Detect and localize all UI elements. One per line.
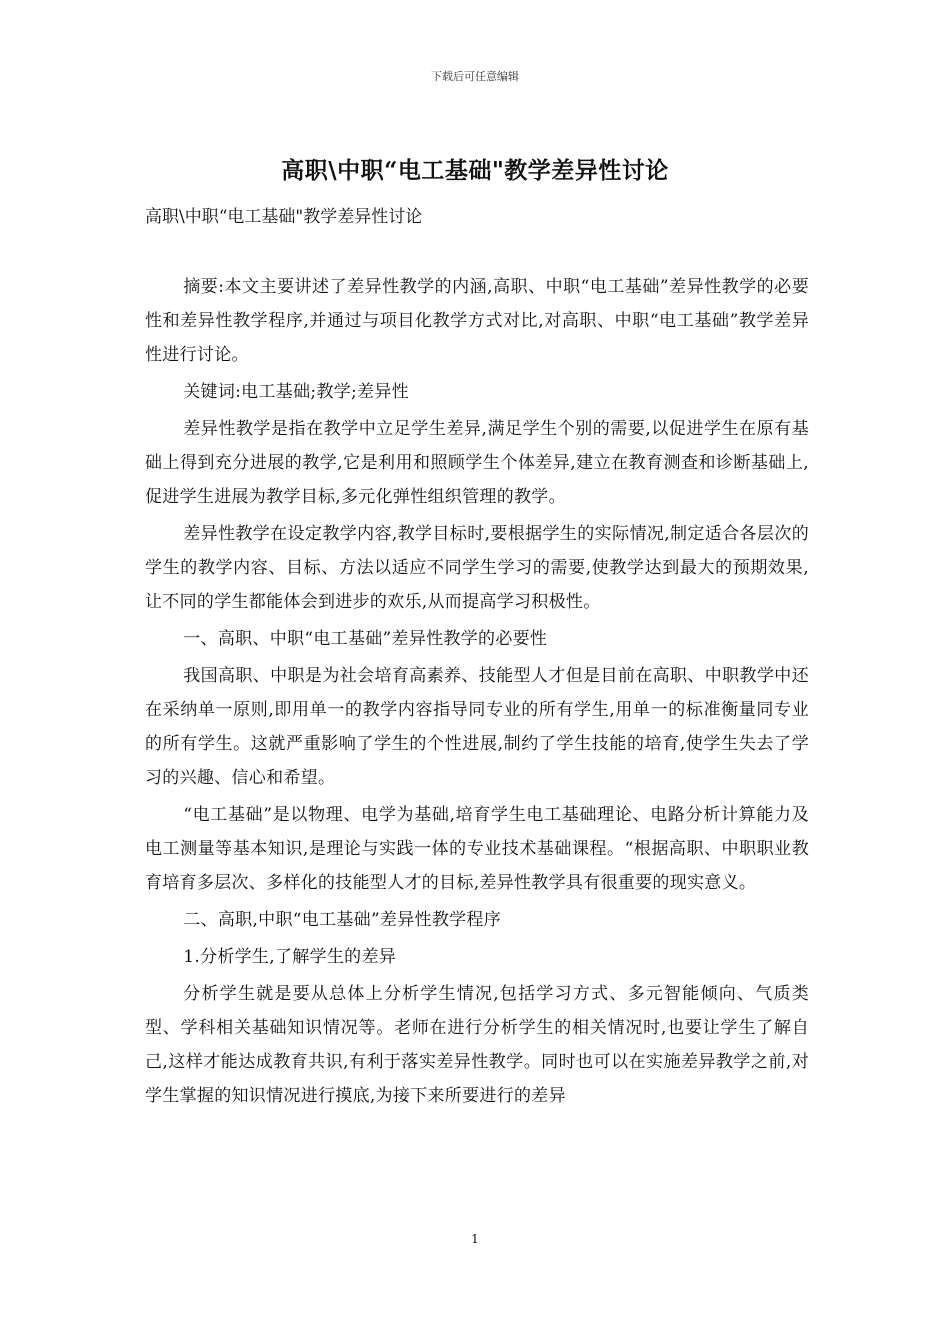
header-note: 下载后可任意编辑	[431, 70, 519, 83]
document-title: 高职\中职“电工基础"教学差异性讨论	[281, 157, 669, 184]
document-subtitle: 高职\中职“电工基础"教学差异性讨论	[145, 207, 423, 227]
document-body	[145, 270, 809, 1116]
body-paragraph: 差异性教学在设定教学内容,教学目标时,要根据学生的实际情况,制定适合各层次的学生的教学内容、目标、方法以适应不同学生学习的需要,使教学达到最大的预期效果,让不同的学生都能体会到进步的欢乐,从而提高学习积极性。	[145, 524, 809, 612]
keywords-paragraph: 关键词:电工基础;教学;差异性	[183, 382, 409, 402]
section-heading: 一、高职、中职“电工基础”差异性教学的必要性	[183, 629, 548, 649]
page-number: 1	[471, 1232, 479, 1246]
section-heading: 二、高职,中职“电工基础”差异性教学程序	[183, 910, 502, 930]
abstract-paragraph: 摘要:本文主要讲述了差异性教学的内涵,高职、中职“电工基础”差异性教学的必要性和差异性教学程序,并通过与项目化教学方式对比,对高职、中职“电工基础”教学差异性进行讨论。	[145, 277, 809, 365]
body-paragraph: 分析学生就是要从总体上分析学生情况,包括学习方式、多元智能倾向、气质类型、学科相关基础知识情况等。老师在进行分析学生的相关情况时,也要让学生了解自己,这样才能达成教育共识,有利于落实差异性教学。同时也可以在实施差异教学之前,对学生掌握的知识情况进行摸底,为接下来所要进行的差异	[145, 984, 809, 1106]
subsection-heading: 1.分析学生,了解学生的差异	[183, 947, 397, 967]
body-paragraph: 差异性教学是指在教学中立足学生差异,满足学生个别的需要,以促进学生在原有基础上得到充分进展的教学,它是利用和照顾学生个体差异,建立在教育测查和诊断基础上,促进学生进展为教学目标,多元化弹性组织管理的教学。	[145, 419, 809, 507]
body-paragraph: 我国高职、中职是为社会培育高素养、技能型人才但是目前在高职、中职教学中还在采纳单一原则,即用单一的教学内容指导同专业的所有学生,用单一的标准衡量同专业的所有学生。这就严重影响了学生的个性进展,制约了学生技能的培育,使学生失去了学习的兴趣、信心和希望。	[145, 666, 809, 788]
body-paragraph: “电工基础”是以物理、电学为基础,培育学生电工基础理论、电路分析计算能力及电工测量等基本知识,是理论与实践一体的专业技术基础课程。“根据高职、中职职业教育培育多层次、多样化的技能型人才的目标,差异性教学具有很重要的现实意义。	[145, 805, 809, 893]
